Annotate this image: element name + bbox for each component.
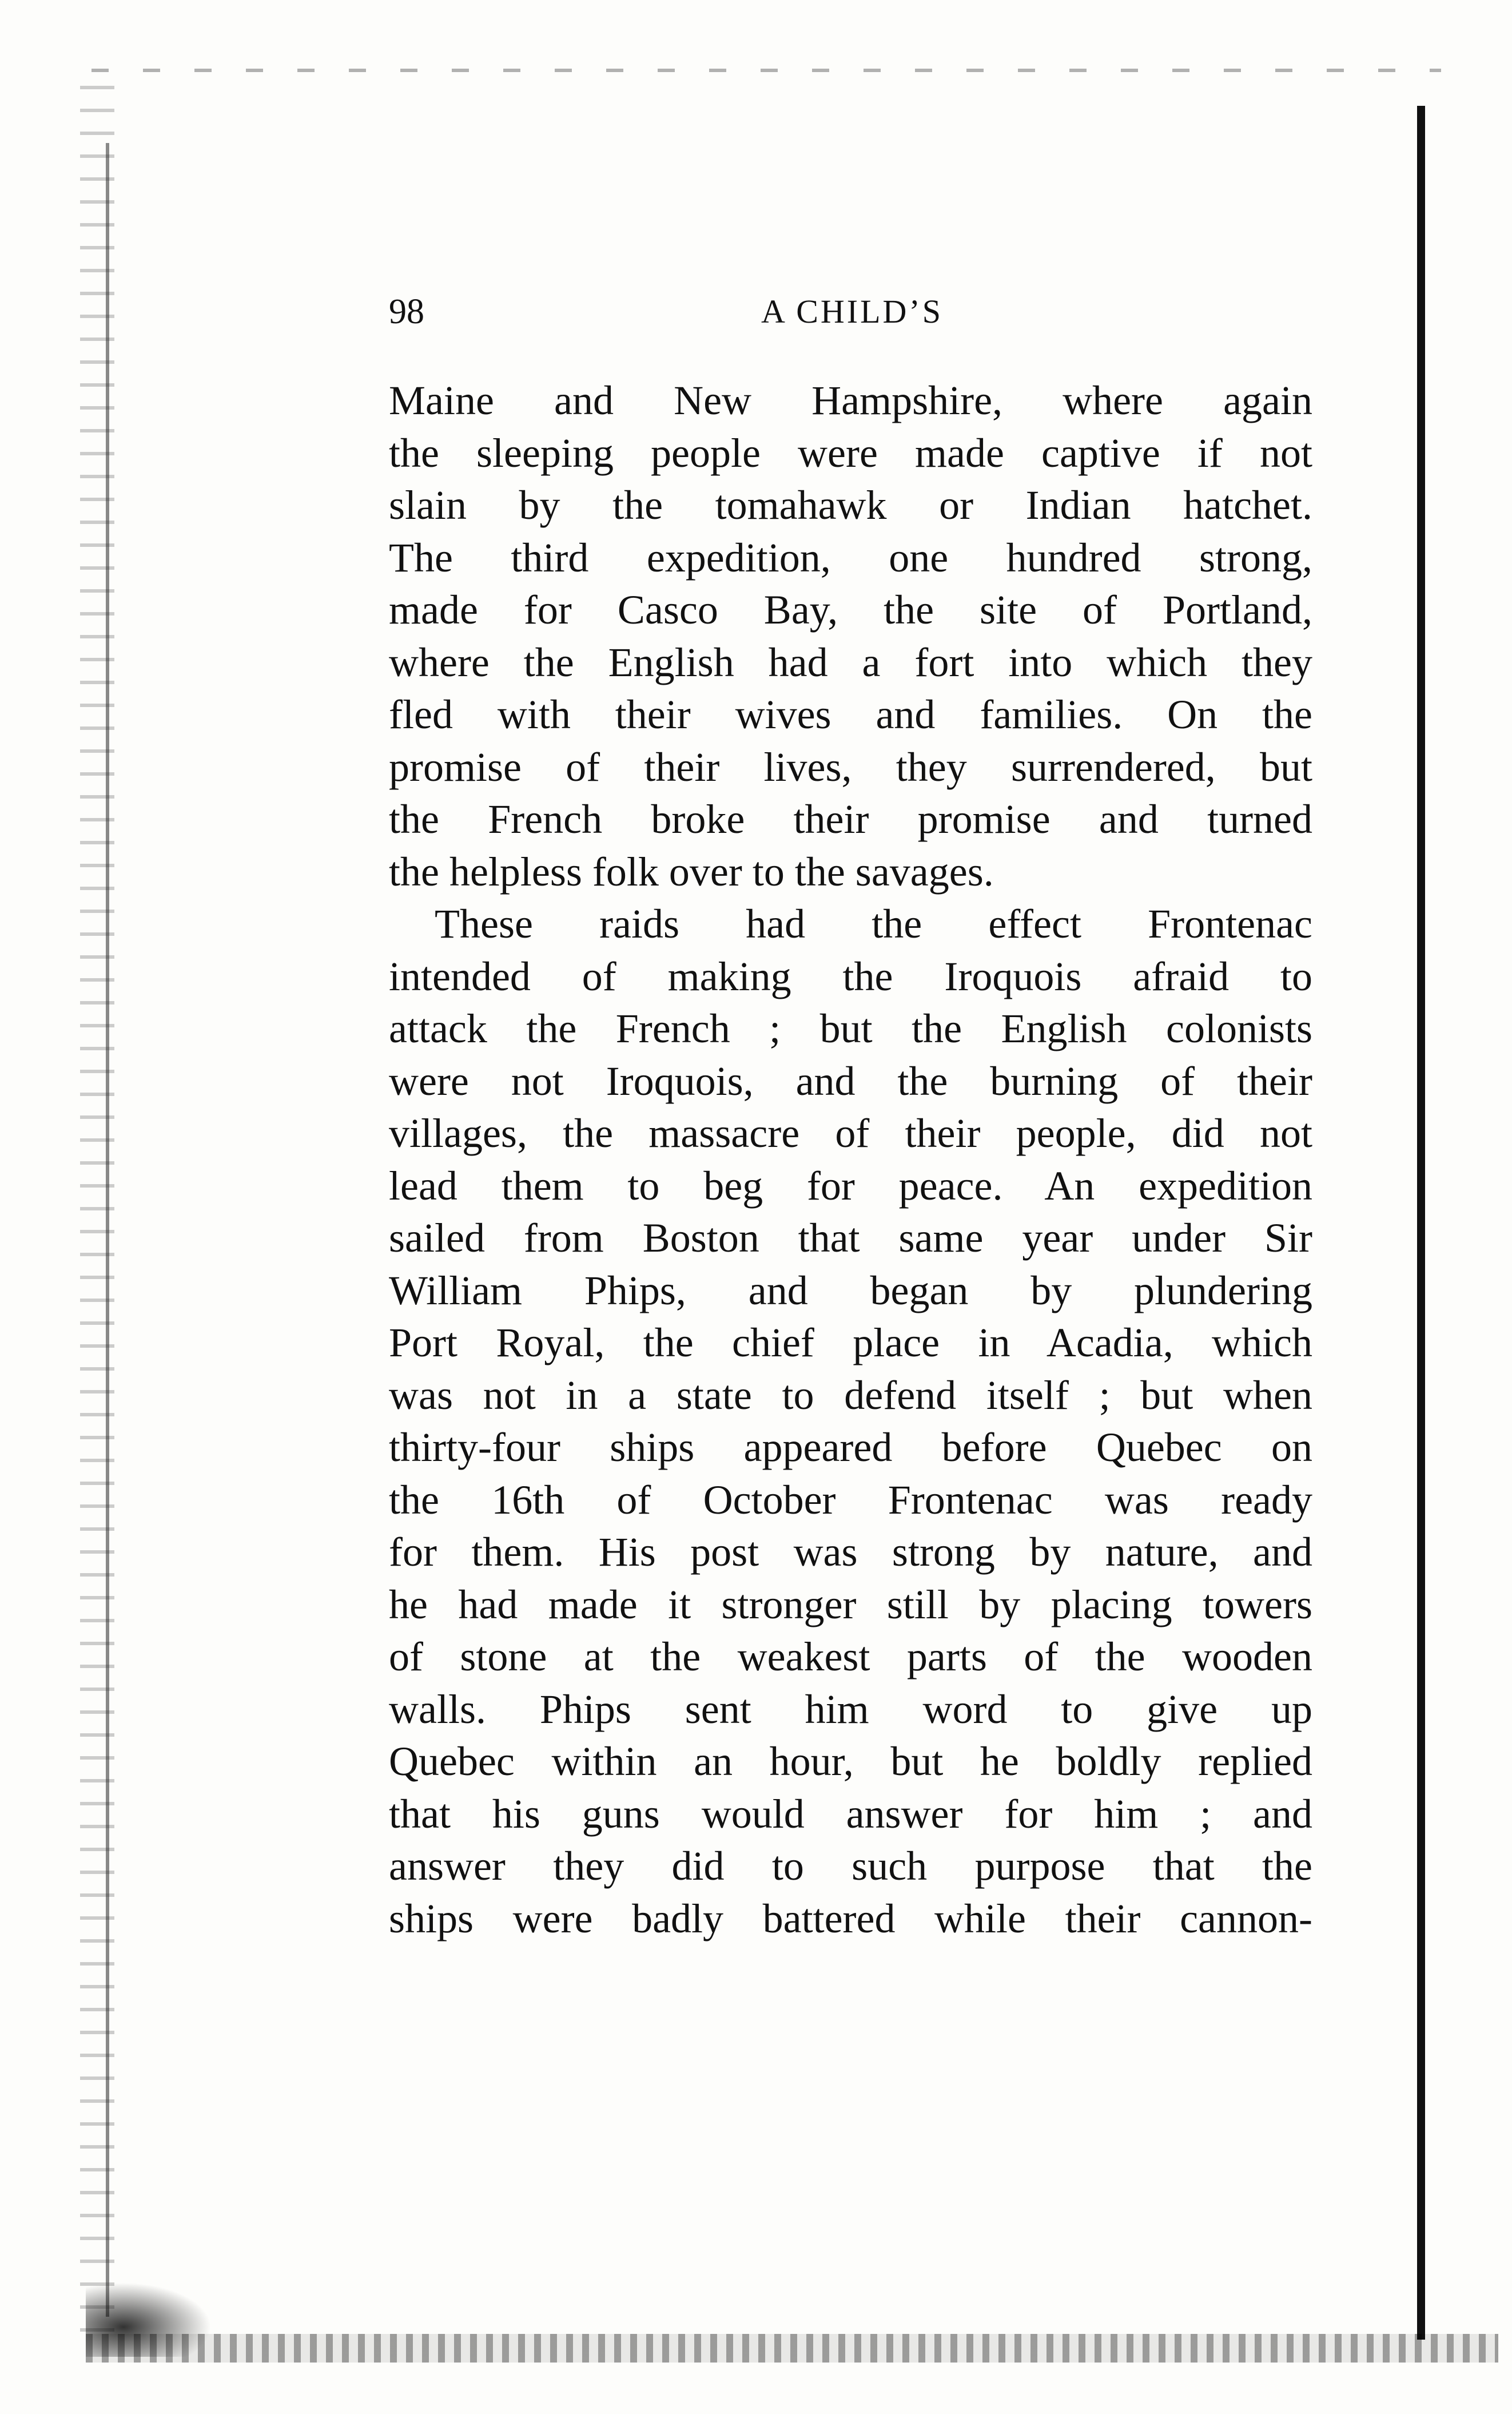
text-line: villages, the massacre of their people, did not — [389, 1110, 1312, 1156]
text-line: answer they did to such purpose that the — [389, 1843, 1312, 1889]
text-line: of stone at the weakest parts of the wooden — [389, 1634, 1312, 1680]
text-line: intended of making the Iroquois afraid to — [389, 953, 1312, 999]
text-line: made for Casco Bay, the site of Portland, — [389, 587, 1312, 633]
text-line: fled with their wives and families. On the — [389, 692, 1312, 737]
scan-artifact-top-edge — [91, 69, 1441, 72]
text-line: sailed from Boston that same year under Sir — [389, 1215, 1312, 1261]
scan-artifact-corner-blot — [86, 2282, 212, 2357]
text-line: These raids had the effect Frontenac — [435, 901, 1312, 947]
text-line: where the English had a fort into which they — [389, 639, 1312, 685]
text-line: attack the French ; but the English colonists — [389, 1006, 1312, 1051]
body-text — [389, 375, 1312, 1945]
text-line: Maine and New Hampshire, where again — [389, 378, 1312, 423]
text-line: the helpless folk over to the savages. — [389, 848, 994, 895]
text-line: lead them to beg for peace. An expedition — [389, 1162, 1312, 1209]
text-line: thirty-four ships appeared before Quebec on — [389, 1424, 1312, 1470]
text-line: for them. His post was strong by nature, and — [389, 1529, 1312, 1575]
text-line: he had made it stronger still by placing towers — [389, 1581, 1312, 1627]
text-line: ships were badly battered while their cannon- — [389, 1895, 1312, 1941]
text-line: promise of their lives, they surrendered, but — [389, 744, 1312, 790]
text-line: William Phips, and began by plundering — [389, 1267, 1312, 1313]
text-line: the 16th of October Frontenac was ready — [389, 1476, 1312, 1523]
running-title: A CHILD’S — [761, 293, 943, 330]
text-line: the French broke their promise and turned — [389, 796, 1312, 842]
text-line: The third expedition, one hundred strong, — [389, 534, 1312, 581]
text-line: Port Royal, the chief place in Acadia, which — [389, 1320, 1312, 1365]
text-line: Quebec within an hour, but he boldly replied — [389, 1738, 1312, 1784]
text-line: slain by the tomahawk or Indian hatchet. — [389, 482, 1312, 528]
page-number: 98 — [389, 292, 424, 331]
text-line: the sleeping people were made captive if not — [389, 430, 1312, 476]
text-line: walls. Phips sent him word to give up — [389, 1686, 1312, 1732]
running-head — [389, 286, 1315, 338]
scan-artifact-left-rule — [106, 143, 109, 2317]
text-line: was not in a state to defend itself ; but when — [389, 1372, 1312, 1418]
scan-artifact-right-rule — [1417, 106, 1425, 2340]
scan-artifact-left-edge — [80, 86, 114, 2351]
text-line: were not Iroquois, and the burning of their — [389, 1058, 1312, 1104]
text-line: that his guns would answer for him ; and — [389, 1790, 1312, 1837]
scan-artifact-bottom-edge — [86, 2334, 1498, 2363]
